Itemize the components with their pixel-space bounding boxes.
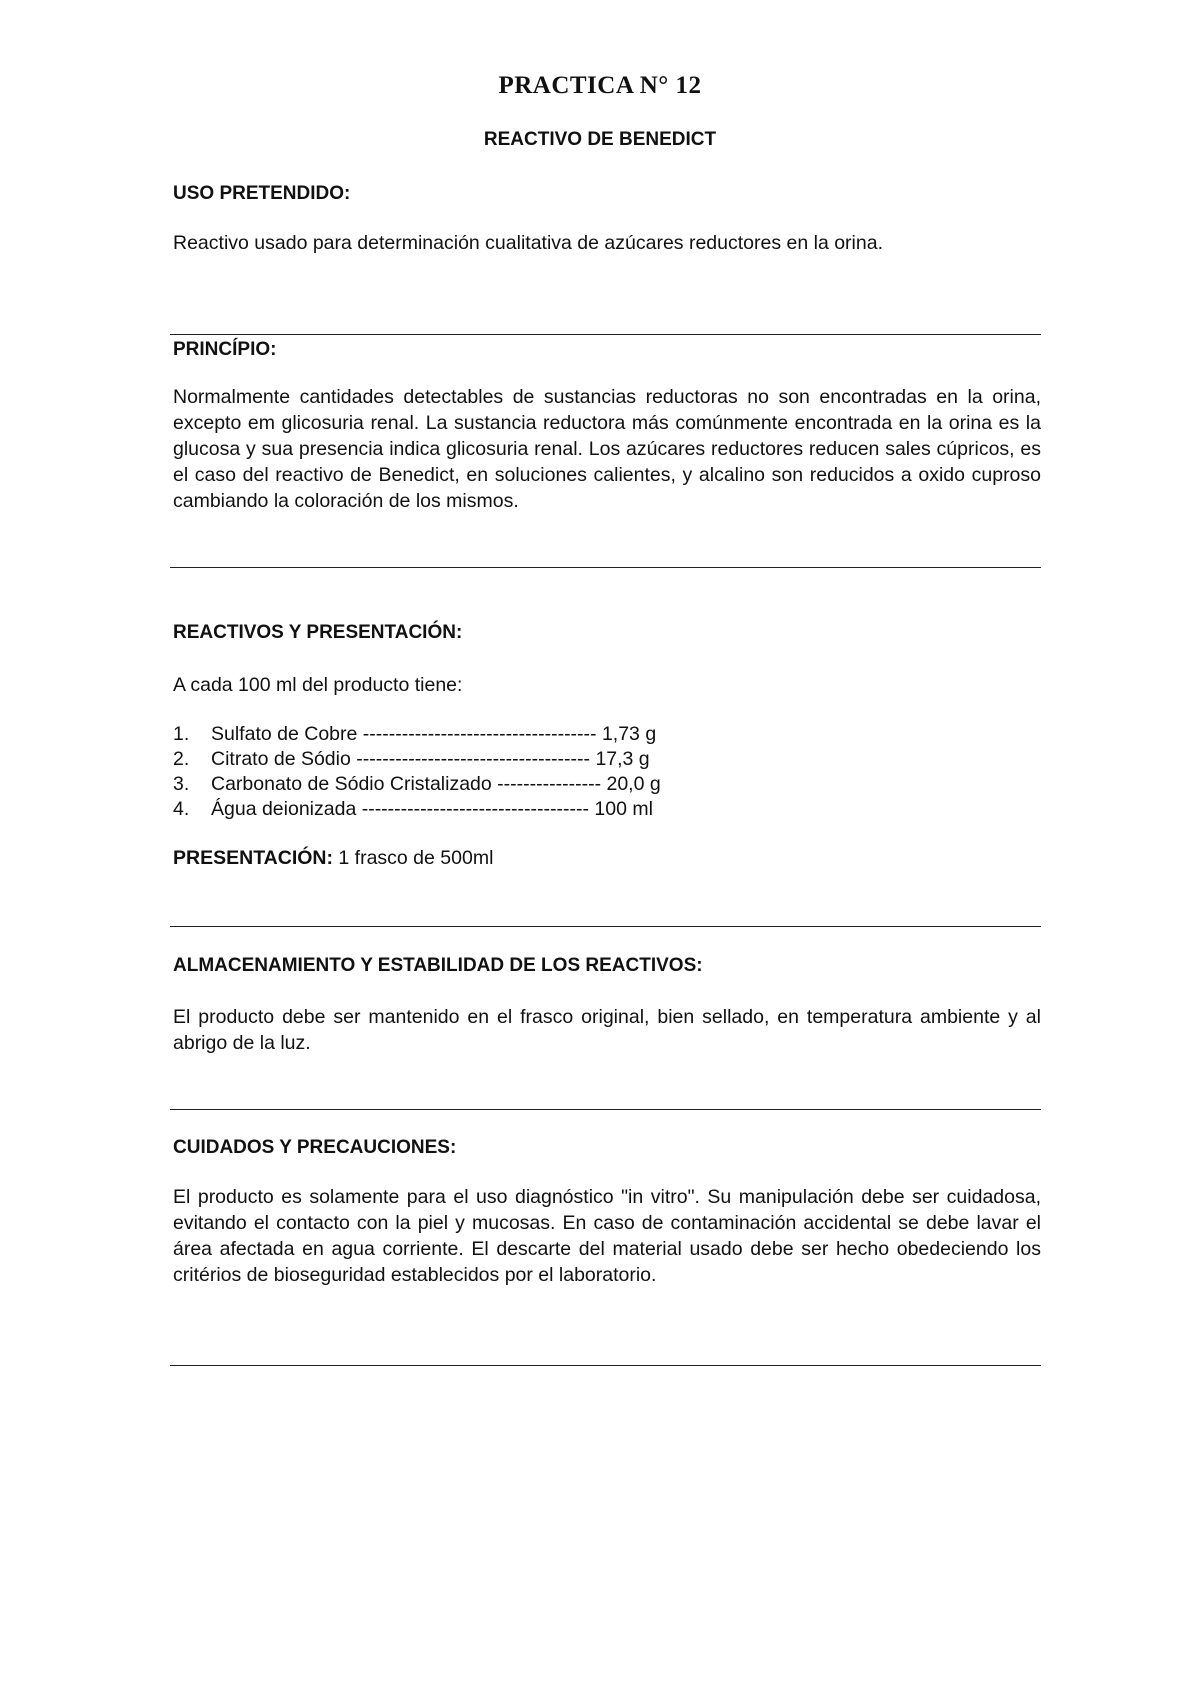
list-item — [173, 747, 661, 772]
list-item-text: Água deionizada ----------------------------------- 100 ml — [211, 798, 653, 820]
presentation-value: 1 frasco de 500ml — [332, 847, 494, 869]
list-item-number: 2. — [173, 748, 190, 770]
principio-text: Normalmente cantidades detectables de sustancias reductoras no son encontradas en la orina, excepto em glicosuria renal. La sustancia reductora más comúnmente encontrada en la orina es la glucosa y sua presencia indica glicosuria renal. Los azúcares reductores reducen sales cúpricos, es el caso del reactivo de Benedict, en soluciones calientes, y alcalino son reducidos a oxido cuproso cambiando la coloración de los mismos. — [173, 386, 1041, 512]
almacenamiento-heading: ALMACENAMIENTO Y ESTABILIDAD DE LOS REACTIVOS: — [173, 955, 703, 976]
section-divider — [170, 567, 1041, 568]
section-divider — [170, 1365, 1041, 1366]
reagent-list — [173, 722, 661, 822]
presentation-label: PRESENTACIÓN: — [173, 847, 333, 869]
reactivos-intro: A cada 100 ml del producto tiene: — [173, 674, 463, 696]
list-item-number: 4. — [173, 798, 190, 820]
list-item-text: Sulfato de Cobre ------------------------------------ 1,73 g — [211, 723, 657, 745]
document-title: PRACTICA N° 12 — [498, 72, 702, 99]
list-item — [173, 797, 661, 822]
cuidados-heading: CUIDADOS Y PRECAUCIONES: — [173, 1137, 457, 1158]
list-item-text: Carbonato de Sódio Cristalizado ---------------- 20,0 g — [211, 773, 661, 795]
list-item-text: Citrato de Sódio ------------------------------------ 17,3 g — [211, 748, 650, 770]
list-item — [173, 772, 661, 797]
principio-heading: PRINCÍPIO: — [173, 339, 277, 360]
list-item-number: 3. — [173, 773, 190, 795]
list-item — [173, 722, 661, 747]
cuidados-text: El producto es solamente para el uso diagnóstico "in vitro". Su manipulación debe ser cuidadosa, evitando el contacto con la piel y mucosas. En caso de contaminación accidental se debe lavar el área afectada en agua corriente. El descarte del material usado debe ser hecho obedeciendo los critérios de bioseguridad establecidos por el laboratorio. — [173, 1186, 1041, 1286]
document-subtitle: REACTIVO DE BENEDICT — [483, 129, 717, 150]
presentation-line — [173, 847, 493, 870]
section-divider — [170, 334, 1041, 335]
section-divider — [170, 1109, 1041, 1110]
uso-text: Reactivo usado para determinación cualitativa de azúcares reductores en la orina. — [173, 232, 883, 254]
section-divider — [170, 926, 1041, 927]
almacenamiento-text: El producto debe ser mantenido en el frasco original, bien sellado, en temperatura ambiente y al abrigo de la luz. — [173, 1006, 1041, 1054]
reactivos-heading: REACTIVOS Y PRESENTACIÓN: — [173, 622, 463, 643]
uso-heading: USO PRETENDIDO: — [173, 183, 351, 204]
list-item-number: 1. — [173, 723, 190, 745]
